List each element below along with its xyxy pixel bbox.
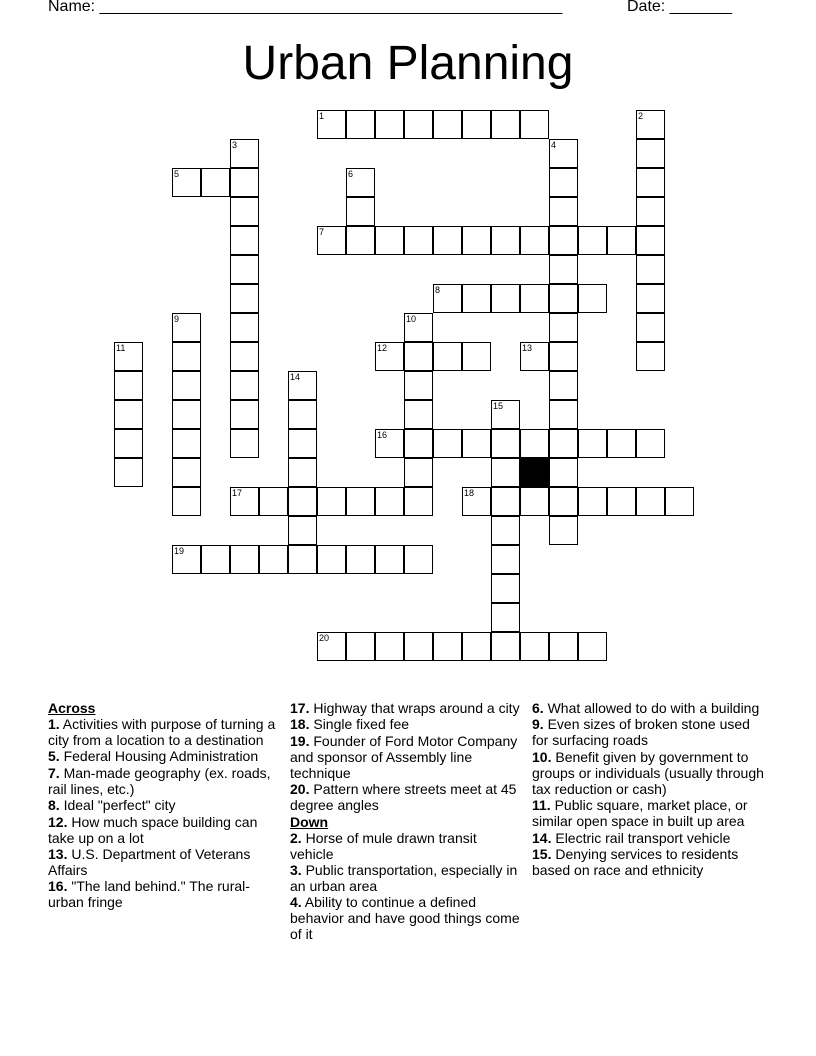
grid-cell[interactable]: [433, 342, 462, 371]
clue-item: [290, 700, 522, 716]
grid-cell[interactable]: [549, 371, 578, 400]
clue-item: [532, 749, 764, 797]
clue-text: Single fixed fee: [309, 716, 410, 733]
clue-text: Electric rail transport vehicle: [551, 829, 731, 846]
grid-cell[interactable]: [549, 632, 578, 661]
grid-cell[interactable]: [114, 400, 143, 429]
grid-cell[interactable]: [288, 400, 317, 429]
clue-number: 3: [232, 140, 238, 150]
grid-cell[interactable]: [607, 226, 636, 255]
clue-number: 1: [319, 111, 325, 121]
clue-number-label: 9.: [532, 716, 544, 733]
clue-number: 7: [319, 227, 325, 237]
clue-item: [532, 846, 764, 878]
date-field: Date: _______: [627, 0, 732, 15]
clue-number: 4: [551, 140, 557, 150]
clue-number: 2: [638, 111, 644, 121]
clue-item: [290, 733, 522, 781]
grid-cell[interactable]: [520, 226, 549, 255]
grid-cell[interactable]: [346, 110, 375, 139]
grid-cell[interactable]: [491, 458, 520, 487]
grid-cell[interactable]: [172, 342, 201, 371]
clue-number: 20: [319, 633, 330, 643]
grid-cell[interactable]: [375, 487, 404, 516]
grid-cell[interactable]: [549, 458, 578, 487]
grid-cell[interactable]: [578, 487, 607, 516]
clue-number-label: 5.: [48, 748, 60, 765]
grid-cell[interactable]: [172, 458, 201, 487]
clue-text: Horse of mule drawn transit vehicle: [290, 829, 477, 862]
clue-column-2: [290, 700, 522, 943]
grid-cell[interactable]: [317, 487, 346, 516]
clue-item: [48, 797, 280, 813]
grid-cell[interactable]: [230, 371, 259, 400]
grid-cell[interactable]: [230, 284, 259, 313]
clue-text: Man-made geography (ex. roads, rail lines, etc.): [48, 764, 271, 797]
grid-cell[interactable]: [230, 342, 259, 371]
clue-number: 6: [348, 169, 354, 179]
grid-cell[interactable]: [114, 458, 143, 487]
clue-number-label: 14.: [532, 829, 552, 846]
grid-cell[interactable]: [549, 516, 578, 545]
grid-cell[interactable]: [491, 110, 520, 139]
grid-cell[interactable]: [462, 429, 491, 458]
grid-cell[interactable]: [346, 632, 375, 661]
grid-cell[interactable]: [578, 632, 607, 661]
grid-cell[interactable]: [636, 313, 665, 342]
clue-number: 8: [435, 285, 441, 295]
black-cell: [520, 458, 549, 487]
down-heading: Down: [290, 813, 329, 830]
grid-cell[interactable]: [549, 284, 578, 313]
clue-number: 16: [377, 430, 388, 440]
grid-cell[interactable]: [259, 487, 288, 516]
grid-cell[interactable]: [172, 429, 201, 458]
grid-cell[interactable]: [578, 429, 607, 458]
clue-item: [48, 878, 280, 910]
grid-cell[interactable]: [549, 342, 578, 371]
grid-cell[interactable]: [404, 371, 433, 400]
clue-text: Pattern where streets meet at 45 degree angles: [290, 781, 517, 814]
grid-cell[interactable]: [114, 371, 143, 400]
clue-text: Ideal "perfect" city: [59, 797, 176, 814]
clue-item: [290, 862, 522, 894]
grid-cell[interactable]: [404, 342, 433, 371]
grid-cell[interactable]: [288, 516, 317, 545]
grid-cell[interactable]: [491, 487, 520, 516]
grid-cell[interactable]: [462, 342, 491, 371]
clue-number: 13: [522, 343, 533, 353]
clue-number-label: 12.: [48, 813, 68, 830]
grid-cell[interactable]: [607, 429, 636, 458]
grid-cell[interactable]: [491, 603, 520, 632]
grid-cell[interactable]: [491, 226, 520, 255]
clue-number: 15: [493, 401, 504, 411]
grid-cell[interactable]: [172, 487, 201, 516]
grid-cell[interactable]: [665, 487, 694, 516]
clue-text: Denying services to residents based on race and ethnicity: [532, 845, 739, 878]
grid-cell[interactable]: [636, 226, 665, 255]
clue-item: [48, 765, 280, 797]
clue-text: Ability to continue a defined behavior and have good things come of it: [290, 894, 520, 943]
grid-cell[interactable]: [346, 226, 375, 255]
clue-number-label: 11.: [532, 797, 551, 814]
grid-cell[interactable]: [636, 168, 665, 197]
grid-cell[interactable]: [375, 632, 404, 661]
grid-cell[interactable]: [230, 545, 259, 574]
grid-cell[interactable]: [404, 110, 433, 139]
clue-text: Activities with purpose of turning a city from a location to a destination: [48, 716, 276, 748]
grid-cell[interactable]: [636, 255, 665, 284]
grid-cell[interactable]: [346, 545, 375, 574]
clue-number: 18: [464, 488, 475, 498]
clue-text: Public square, market place, or similar open space in built up area: [532, 797, 748, 830]
name-field: Name: ____________________________________________________: [48, 0, 563, 15]
grid-cell[interactable]: [491, 284, 520, 313]
clue-number-label: 13.: [48, 845, 68, 862]
clue-item: [290, 894, 522, 942]
grid-cell[interactable]: [433, 632, 462, 661]
clue-text: Federal Housing Administration: [59, 748, 259, 765]
clue-text: "The land behind." The rural-urban fringe: [48, 878, 250, 911]
grid-cell[interactable]: [230, 429, 259, 458]
grid-cell[interactable]: [549, 429, 578, 458]
grid-cell[interactable]: [404, 429, 433, 458]
grid-cell[interactable]: [636, 197, 665, 226]
clue-item: [48, 748, 280, 764]
clue-number-label: 19.: [290, 732, 310, 749]
grid-cell[interactable]: [230, 255, 259, 284]
clue-text: Founder of Ford Motor Company and sponsor of Assembly line technique: [290, 732, 518, 781]
grid-cell[interactable]: [549, 313, 578, 342]
clue-item: [532, 830, 764, 846]
clue-number-label: 1.: [48, 716, 60, 732]
clue-text: How much space building can take up on a lot: [48, 813, 258, 846]
clue-number: 9: [174, 314, 180, 324]
clue-number-label: 2.: [290, 829, 302, 846]
grid-cell[interactable]: [404, 487, 433, 516]
grid-cell[interactable]: [578, 226, 607, 255]
grid-cell[interactable]: [172, 371, 201, 400]
grid-cell[interactable]: [607, 487, 636, 516]
clue-number: 11: [116, 343, 126, 353]
grid-cell[interactable]: [491, 632, 520, 661]
grid-cell[interactable]: [404, 545, 433, 574]
grid-cell[interactable]: [404, 226, 433, 255]
clue-number-label: 8.: [48, 797, 60, 814]
grid-cell[interactable]: [172, 400, 201, 429]
grid-cell[interactable]: [375, 110, 404, 139]
grid-cell[interactable]: [375, 226, 404, 255]
clue-number-label: 17.: [290, 700, 310, 716]
grid-cell[interactable]: [462, 110, 491, 139]
clue-item: [48, 814, 280, 846]
clue-number-label: 10.: [532, 748, 552, 765]
clue-number-label: 7.: [48, 764, 60, 781]
clue-number: 5: [174, 169, 180, 179]
grid-cell[interactable]: [636, 429, 665, 458]
grid-cell[interactable]: [549, 197, 578, 226]
grid-cell[interactable]: [404, 400, 433, 429]
clue-text: Public transportation, especially in an urban area: [290, 861, 518, 894]
clue-number: 19: [174, 546, 185, 556]
grid-cell[interactable]: [230, 197, 259, 226]
grid-cell[interactable]: [636, 284, 665, 313]
grid-cell[interactable]: [230, 400, 259, 429]
grid-cell[interactable]: [404, 632, 433, 661]
clue-number-label: 16.: [48, 878, 68, 895]
grid-cell[interactable]: [520, 487, 549, 516]
grid-cell[interactable]: [491, 574, 520, 603]
grid-cell[interactable]: [462, 284, 491, 313]
clue-number: 17: [232, 488, 243, 498]
grid-cell[interactable]: [346, 487, 375, 516]
clue-number: 14: [290, 372, 301, 382]
clue-number: 10: [406, 314, 417, 324]
across-heading: Across: [48, 700, 96, 716]
grid-cell[interactable]: [404, 458, 433, 487]
grid-cell[interactable]: [636, 139, 665, 168]
clue-text: What allowed to do with a building: [543, 700, 760, 716]
clue-column-1: [48, 700, 280, 911]
grid-cell[interactable]: [288, 429, 317, 458]
grid-cell[interactable]: [491, 545, 520, 574]
clue-number-label: 3.: [290, 861, 302, 878]
grid-cell[interactable]: [230, 168, 259, 197]
puzzle-title: Urban Planning: [242, 37, 574, 90]
grid-cell[interactable]: [520, 429, 549, 458]
grid-cell[interactable]: [549, 168, 578, 197]
grid-cell[interactable]: [317, 545, 346, 574]
grid-cell[interactable]: [520, 110, 549, 139]
clue-text: U.S. Department of Veterans Affairs: [48, 845, 251, 878]
grid-cell[interactable]: [201, 545, 230, 574]
grid-cell[interactable]: [491, 429, 520, 458]
grid-cell[interactable]: [288, 487, 317, 516]
clue-item: [532, 700, 764, 716]
clue-number-label: 4.: [290, 894, 302, 911]
grid-cell[interactable]: [636, 487, 665, 516]
grid-cell[interactable]: [549, 255, 578, 284]
grid-cell[interactable]: [375, 545, 404, 574]
grid-cell[interactable]: [288, 545, 317, 574]
clue-item: [290, 716, 522, 732]
clue-text: Even sizes of broken stone used for surfacing roads: [532, 716, 750, 749]
grid-cell[interactable]: [578, 284, 607, 313]
clue-item: [532, 716, 764, 748]
grid-cell[interactable]: [433, 429, 462, 458]
grid-cell[interactable]: [346, 197, 375, 226]
clue-item: [290, 781, 522, 813]
grid-cell[interactable]: [520, 284, 549, 313]
clue-item: [532, 797, 764, 829]
grid-cell[interactable]: [230, 226, 259, 255]
grid-cell[interactable]: [549, 226, 578, 255]
clue-item: [48, 846, 280, 878]
clue-number-label: 6.: [532, 700, 544, 716]
grid-cell[interactable]: [433, 110, 462, 139]
grid-cell[interactable]: [549, 400, 578, 429]
grid-cell[interactable]: [520, 632, 549, 661]
clue-number-label: 15.: [532, 845, 552, 862]
grid-cell[interactable]: [230, 313, 259, 342]
grid-cell[interactable]: [288, 458, 317, 487]
grid-cell[interactable]: [114, 429, 143, 458]
grid-cell[interactable]: [549, 487, 578, 516]
clue-number: 12: [377, 343, 388, 353]
clue-text: Benefit given by government to groups or individuals (usually through tax reduction or cash): [532, 748, 764, 797]
clue-text: Highway that wraps around a city: [309, 700, 520, 716]
clue-column-3: [532, 700, 764, 878]
grid-cell[interactable]: [201, 168, 230, 197]
grid-cell[interactable]: [462, 226, 491, 255]
grid-cell[interactable]: [259, 545, 288, 574]
grid-cell[interactable]: [636, 342, 665, 371]
clue-item: [290, 830, 522, 862]
grid-cell[interactable]: [433, 226, 462, 255]
clue-number-label: 18.: [290, 716, 310, 733]
clue-number-label: 20.: [290, 781, 310, 798]
clue-item: [48, 716, 280, 748]
grid-cell[interactable]: [491, 516, 520, 545]
grid-cell[interactable]: [462, 632, 491, 661]
